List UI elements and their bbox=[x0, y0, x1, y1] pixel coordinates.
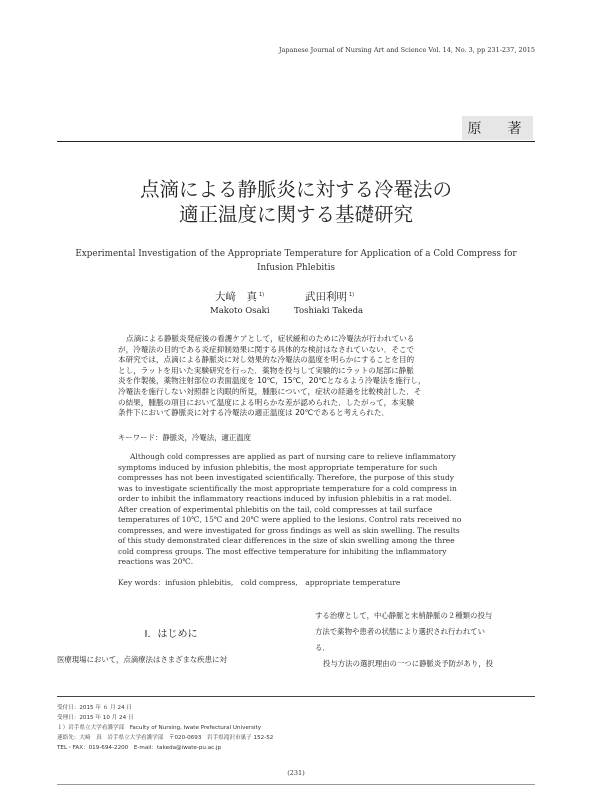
section-badge bbox=[462, 116, 533, 140]
header-rule bbox=[57, 141, 535, 142]
keywords-en: Key words：infusion phlebitis, cold compress, appropriate temperature bbox=[118, 578, 401, 587]
journal-citation: Japanese Journal of Nursing Art and Science Vol. 14, No. 3, pp 231-237, 2015 bbox=[278, 46, 535, 54]
keywords-jp: キーワード：静脈炎，冷罨法，適正温度 bbox=[118, 433, 252, 442]
title-en-line-1: Experimental Investigation of the Appropriate Temperature for Application of a Cold Compress for bbox=[75, 249, 517, 259]
footnotes: 受付日：2015 年 ６ 月 24 日 受理日：2015 年 10 月 24 日 １）岩手県立大学看護学部 Faculty of Nursing, Iwate Prefectural University 連絡先：大﨑 真 岩手県立大学看護学部 〒020-0693 岩手県滝沢市巣子 152-52 TEL・FAX：019-694-2200 E-mail：takeda@iwate-pu.ac.jp bbox=[57, 705, 274, 751]
footnote-rule bbox=[57, 696, 535, 697]
author-2-en: Toshiaki Takeda bbox=[294, 306, 364, 316]
abstract-en: Although cold compresses are applied as part of nursing care to relieve inflammatory symptoms induced by infusion phlebitis, the most appropriate temperature for such compresses has not been investigated scientifically. Therefore, the purpose of this study was to investigate scientifically the most appropriate temperature for a cold compress in order to inhibit the inflammatory reactions induced by infusion phlebitis in a rat model. After creation of experimental phlebitis on the tail, cold compresses at tail surface temperatures of 10℃, 15℃ and 20℃ were applied to the lesions. Control rats received no compresses, and were investigated for gross findings as well as skin swelling. The results of this study demonstrated clear differences in the size of skin swelling among the three cold compress groups. The most effective temperature for inhibiting the inflammatory reactions was 20℃. bbox=[118, 452, 462, 566]
intro-left-line-1: 医療現場において，点滴療法はさまざまな疾患に対 bbox=[57, 655, 227, 664]
title-en-line-2: Infusion Phlebitis bbox=[256, 263, 336, 273]
section-label: 原 著 bbox=[467, 121, 528, 137]
title-jp-line-1: 点滴による静脈炎に対する冷罨法の bbox=[139, 178, 452, 201]
page-number: (231) bbox=[287, 769, 305, 777]
author-1-jp: 大﨑 真 $^{1)}$ bbox=[215, 291, 265, 303]
section-heading-intro: Ⅰ．はじめに bbox=[144, 629, 198, 640]
author-1-en: Makoto Osaki bbox=[210, 306, 270, 316]
abstract-jp: 点滴による静脈炎発症後の看護ケアとして，症状緩和のために冷罨法が行われている が，冷罨法の目的である炎症抑制効果に関する具体的な検討はなされていない．そこで 本研究では，点滴による静脈炎に対し効果的な冷罨法の温度を明らかにすることを目的 とし，ラットを用いた実験研究を行った．薬物を投与して実験的にラットの尾部に静脈 炎を作製後，薬物注射部位の表面温度を 10℃，15℃，20℃となるよう冷罨法を施行し， 冷罨法を施行しない対照群と肉眼的所見，腫脹について，症状の経過を比較検討した．そ の結果，腫脹の項目において温度による明らかな差が認められた．したがって，本実験 条件下において静脈炎に対する冷罨法の適正温度は 20℃であると考えられた． bbox=[118, 334, 426, 418]
intro-right-text: する治療として，中心静脈と末梢静脈の２種類の投与 方法で薬物や患者の状態により選択され行われてい る． 投与方法の選択理由の一つに静脈炎予防があり，投 bbox=[315, 611, 493, 668]
author-2-jp: 武田利明 $^{1)}$ bbox=[305, 291, 355, 303]
bottom-rule bbox=[57, 784, 535, 785]
title-jp-line-2: 適正温度に関する基礎研究 bbox=[178, 203, 413, 226]
